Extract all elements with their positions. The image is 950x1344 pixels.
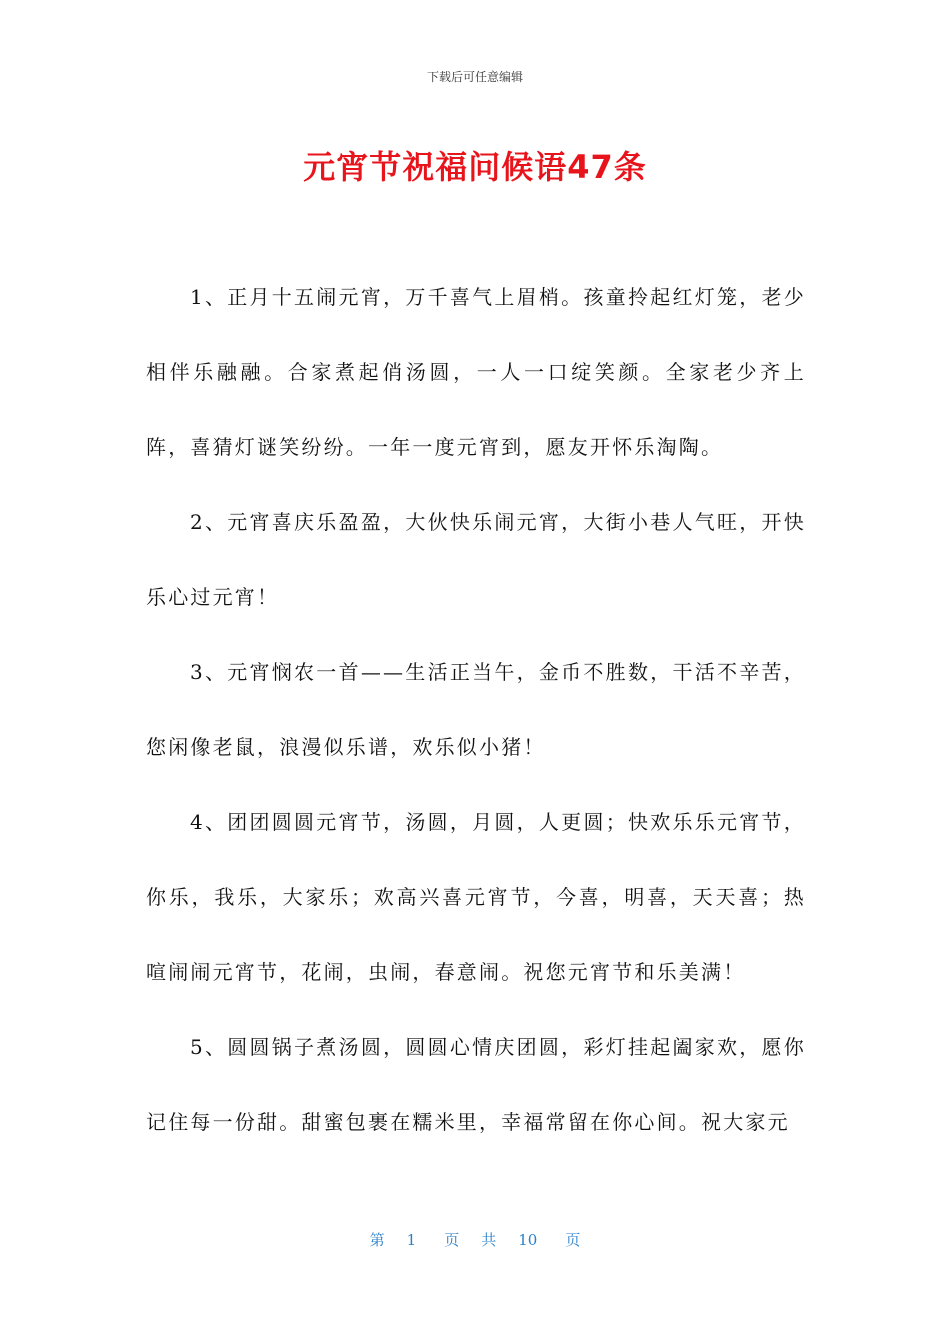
page-footer bbox=[0, 1229, 950, 1250]
page-word: 第 bbox=[369, 1231, 385, 1249]
paragraph-2: 2、元宵喜庆乐盈盈，大伙快乐闹元宵，大街小巷人气旺，开快乐心过元宵！ bbox=[146, 510, 806, 609]
total-word: 共 bbox=[481, 1231, 497, 1249]
paragraph-3: 3、元宵悯农一首——生活正当午，金币不胜数，干活不辛苦，您闲像老鼠，浪漫似乐谱，欢乐似小猪！ bbox=[146, 660, 806, 759]
paragraph-5: 5、圆圆锅子煮汤圆，圆圆心情庆团圆，彩灯挂起阖家欢，愿你记住每一份甜。甜蜜包裹在糯米里，幸福常留在你心间。祝大家元 bbox=[146, 1035, 806, 1134]
total-unit: 页 bbox=[565, 1231, 581, 1249]
header-note: 下载后可任意编辑 bbox=[426, 70, 523, 84]
document-title: 元宵节祝福问候语47条 bbox=[303, 148, 647, 186]
page-total: 10 bbox=[518, 1231, 538, 1249]
paragraph-1: 1、正月十五闹元宵，万千喜气上眉梢。孩童拎起红灯笼，老少相伴乐融融。合家煮起俏汤圆，一人一口绽笑颜。全家老少齐上阵，喜猜灯谜笑纷纷。一年一度元宵到，愿友开怀乐淘陶。 bbox=[146, 285, 806, 459]
paragraph-4: 4、团团圆圆元宵节，汤圆，月圆，人更圆；快欢乐乐元宵节，你乐，我乐，大家乐；欢高兴喜元宵节，今喜，明喜，天天喜；热喧闹闹元宵节，花闹，虫闹，春意闹。祝您元宵节和乐美满！ bbox=[146, 810, 806, 984]
page-current: 1 bbox=[406, 1231, 417, 1249]
page-unit: 页 bbox=[444, 1231, 460, 1249]
document-body bbox=[146, 260, 806, 1160]
